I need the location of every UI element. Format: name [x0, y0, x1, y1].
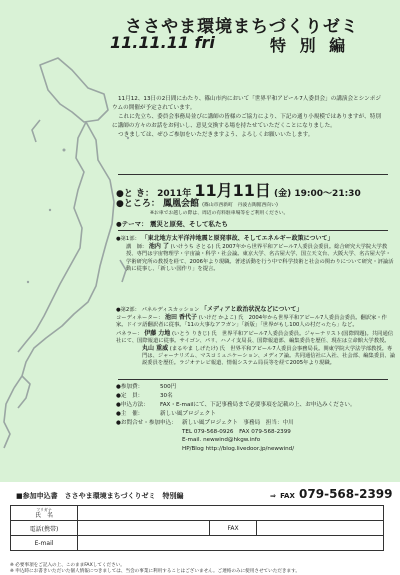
form-table — [10, 505, 384, 551]
contact-phone: TEL 079-568-0926 FAX 079-568-2399 — [182, 428, 291, 435]
contact-value: 新しい風プロジェクト 事務局 担当：中川 — [182, 419, 294, 426]
coordinator-reading: (いけだ かよこ) — [198, 315, 237, 322]
event-time: 19:00～21:30 — [294, 189, 361, 199]
panelist-reading: (まるやま しげたけ) — [169, 346, 218, 353]
venue-address: (篠山市西新町 丹波古陶館西向い) — [202, 203, 278, 208]
form-heading: ■参加申込書 ささやま環境まちづくりゼミ 特別編 — [16, 492, 184, 500]
venue-note: ※お車でお越しの際は、周辺の有料駐車場等をご利用ください。 — [150, 211, 289, 216]
email-input-cell[interactable] — [78, 536, 384, 551]
contact-row — [116, 419, 396, 428]
form-fax — [270, 487, 393, 501]
panelist-name: 伊藤 力地 — [144, 329, 171, 337]
venue-label: ●ところ： — [116, 199, 160, 209]
intro-text — [112, 95, 386, 140]
theme-text: 震災と原発、そして私たち — [149, 220, 228, 228]
speaker-reading: (いけうち さとる) — [170, 244, 214, 251]
event-title: ささやま環境まちづくりゼミ — [125, 17, 359, 37]
contact-website[interactable]: HP/Blog http://blog.livedoor.jp/newwind/ — [182, 446, 295, 453]
coordinator-label: コーディネーター： — [116, 315, 164, 322]
name-input-cell[interactable] — [78, 506, 384, 521]
apply-row — [116, 401, 396, 410]
event-month-day: 11月11日 — [194, 181, 271, 200]
event-year: 2011年 — [157, 189, 192, 199]
part1-section — [116, 235, 396, 273]
coordinator-name: 池田 香代子 — [164, 314, 198, 322]
phone-label: 電話(携帯) — [11, 521, 78, 536]
apply-label: ●申込方法： — [116, 401, 149, 408]
name-label: 氏 名 — [34, 512, 53, 519]
panelist-label: パネラー： — [116, 330, 143, 337]
divider — [118, 230, 388, 231]
fax-input-cell[interactable] — [257, 521, 384, 536]
form-note: ※ 申込時にお書きいただいた個人情報につきましては、当会の事業に利用することはございません。ご連絡のみに使用させていただきます。 — [10, 569, 300, 574]
theme-label: ●テーマ： — [116, 220, 148, 228]
panelist-bio: 氏 世界平和アピール7人委員会事務局長。関東学院大学法学部教授。専門は、ジャーナリズム、マスコミュニケーション、メディア論。共同通信社に入社、社会部、編集委員、論説委員を歴任。ラジオテレビ報道、情報システム局長等を経て2005年より現職。 — [142, 346, 396, 367]
speaker-honorific: 氏 — [215, 244, 221, 251]
part1-heading: ●第1部： — [116, 236, 140, 242]
panelist-reading: (いとう りきじ) — [171, 330, 210, 337]
panelist-bio: 氏 世界平和アピール7人委員会委員。ジャーナリスト(国際問題)。共同通信社にて、国際報道に従事。サイゴン、パリ、ハノイ支局長、国際報道部、編集委員を歴任、現在は立命館大学教授。 — [116, 330, 394, 344]
form-row-email — [11, 536, 384, 551]
part2-format: パネルディスカッション — [141, 307, 200, 313]
part2-section — [116, 306, 396, 368]
speaker-role: 講 師： — [126, 244, 148, 251]
apply-value: FAX・E-mailにて、下記事務局まで必要事項を記載の上、お申込みください。 — [160, 401, 356, 408]
host-row — [116, 410, 396, 419]
phone-input-cell[interactable] — [78, 521, 210, 536]
form-row-name — [11, 506, 384, 521]
application-form — [0, 482, 400, 575]
part1-title: 「東北地方太平洋沖地震と原発事故、そしてエネルギー政策について」 — [141, 235, 334, 242]
part2-heading: ●第2部： — [116, 307, 140, 313]
email-label: E-mail — [11, 536, 78, 551]
fax-number: 079-568-2399 — [299, 487, 393, 501]
event-edition-label: 特 別 編 — [270, 36, 350, 55]
form-row-phone — [11, 521, 384, 536]
divider — [118, 379, 388, 380]
contact-email[interactable]: E-mail. newwind@hkgw.info — [182, 437, 261, 444]
event-date-headline: 11.11.11 fri — [110, 33, 215, 52]
intro-paragraph: これに先立ち、委員会事務局並びに講師の皆様のご協力により、下記の通り小規模ではありますが、特別に講師の方々のお話をお伺いし、意見交換する場を持たせていただくことになりました。 — [112, 114, 381, 129]
fax-field-label: FAX — [210, 521, 257, 536]
event-theme — [116, 219, 228, 228]
contact-label: ●お問合せ・参加申込： — [116, 419, 177, 426]
fee-row — [116, 383, 396, 392]
event-weekday: (金) — [274, 189, 292, 199]
host-value: 新しい風プロジェクト — [160, 410, 216, 417]
venue-name: 鳳凰会館 — [163, 199, 200, 209]
part2-title: 「メディアと政治状況などについて」 — [200, 306, 303, 313]
furigana-label: フリガナ — [36, 507, 52, 512]
fax-arrow-icon: ⇒ — [270, 492, 276, 500]
fee-value: 500円 — [160, 384, 177, 390]
name-label-cell — [11, 506, 78, 521]
event-details — [116, 383, 396, 454]
intro-paragraph: 11月12、13日の2日間にわたり、篠山市内において「世界平和アピール7人委員会」の講演会とシンポジウムの開催が予定されています。 — [112, 96, 381, 111]
form-note: ※ 必要事項をご記入の上、このままFAXしてください。 — [10, 563, 125, 568]
capacity-value: 30名 — [160, 392, 173, 399]
fee-label: ●参加費： — [116, 384, 144, 390]
coordinator-bio: 氏 2004年から世界平和アピール7人委員会委員。翻訳家・作家。ドイツ語翻訳者に従事。「11の大事なアフガン」「新版」「世界がもし100人の村だったら」など。 — [116, 315, 387, 329]
capacity-label: ●定 員： — [116, 392, 144, 399]
speaker-name: 池内 了 — [148, 243, 169, 251]
datetime-label: ●と き： — [116, 189, 154, 199]
divider — [118, 174, 388, 175]
intro-paragraph: つきましては、ぜひご参加をいただきますよう、よろしくお願いいたします。 — [118, 132, 314, 138]
host-label: ●主 催： — [116, 410, 144, 417]
event-venue — [116, 196, 278, 209]
capacity-row — [116, 392, 396, 401]
fax-label: FAX — [280, 492, 295, 500]
speaker-bio: 2007年から世界平和アピール7人委員会委員。総合研究大学院大学教授、専門は宇宙物理学・宇宙論・科学・社会論。東京大学、名古屋大学、国立天文台、大阪大学、名古屋大学・学術研究所の教授を経て、2006年より現職。著述活動を行う中で科学技術と社会の関わりについて研究・評論活動に従事し、「新しい国作り」を提言。 — [126, 244, 394, 272]
panelist-name: 丸山 重威 — [142, 345, 169, 353]
